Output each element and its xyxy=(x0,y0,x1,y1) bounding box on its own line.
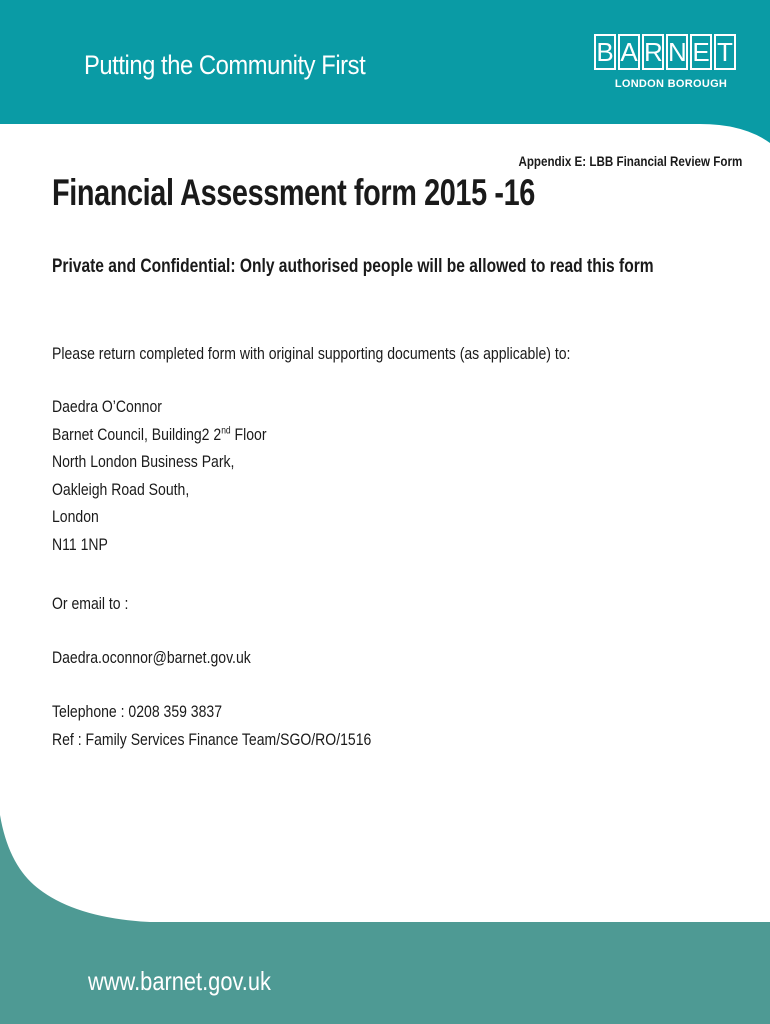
telephone: Telephone : 0208 359 3837 xyxy=(52,703,223,721)
confidential-notice: Private and Confidential: Only authorised people will be allowed to read this form xyxy=(52,256,654,277)
header-tagline: Putting the Community First xyxy=(84,50,366,80)
email-label: Or email to : xyxy=(52,595,129,613)
address-name: Daedra O’Connor xyxy=(52,398,162,416)
email-link[interactable]: Daedra.oconnor@barnet.gov.uk xyxy=(52,649,251,667)
page-title: Financial Assessment form 2015 -16 xyxy=(52,172,535,213)
logo-letter: A xyxy=(618,34,640,70)
address-line-4: Oakleigh Road South, xyxy=(52,480,190,499)
return-instructions: Please return completed form with original supporting documents (as applicable) to: xyxy=(52,345,571,363)
address-building-suffix: Floor xyxy=(230,425,267,444)
logo-letter: R xyxy=(642,34,664,70)
contact-details xyxy=(52,699,371,754)
address-building xyxy=(52,422,267,450)
logo-letters xyxy=(594,34,742,70)
return-address xyxy=(52,394,267,560)
logo-subtitle: LONDON BOROUGH xyxy=(614,78,728,90)
barnet-logo xyxy=(594,34,742,90)
address-line-3: North London Business Park, xyxy=(52,453,235,472)
address-building-sup: nd xyxy=(221,425,231,437)
logo-letter: B xyxy=(594,34,616,70)
reference: Ref : Family Services Finance Team/SGO/RO/1516 xyxy=(52,730,372,749)
address-building-prefix: Barnet Council, Building2 2 xyxy=(52,425,222,444)
logo-letter: N xyxy=(666,34,688,70)
logo-letter: E xyxy=(690,34,712,70)
address-postcode: N11 1NP xyxy=(52,535,108,554)
address-city: London xyxy=(52,508,99,527)
appendix-label: Appendix E: LBB Financial Review Form xyxy=(518,154,742,169)
logo-letter: T xyxy=(714,34,736,70)
website-link[interactable]: www.barnet.gov.uk xyxy=(88,966,271,996)
